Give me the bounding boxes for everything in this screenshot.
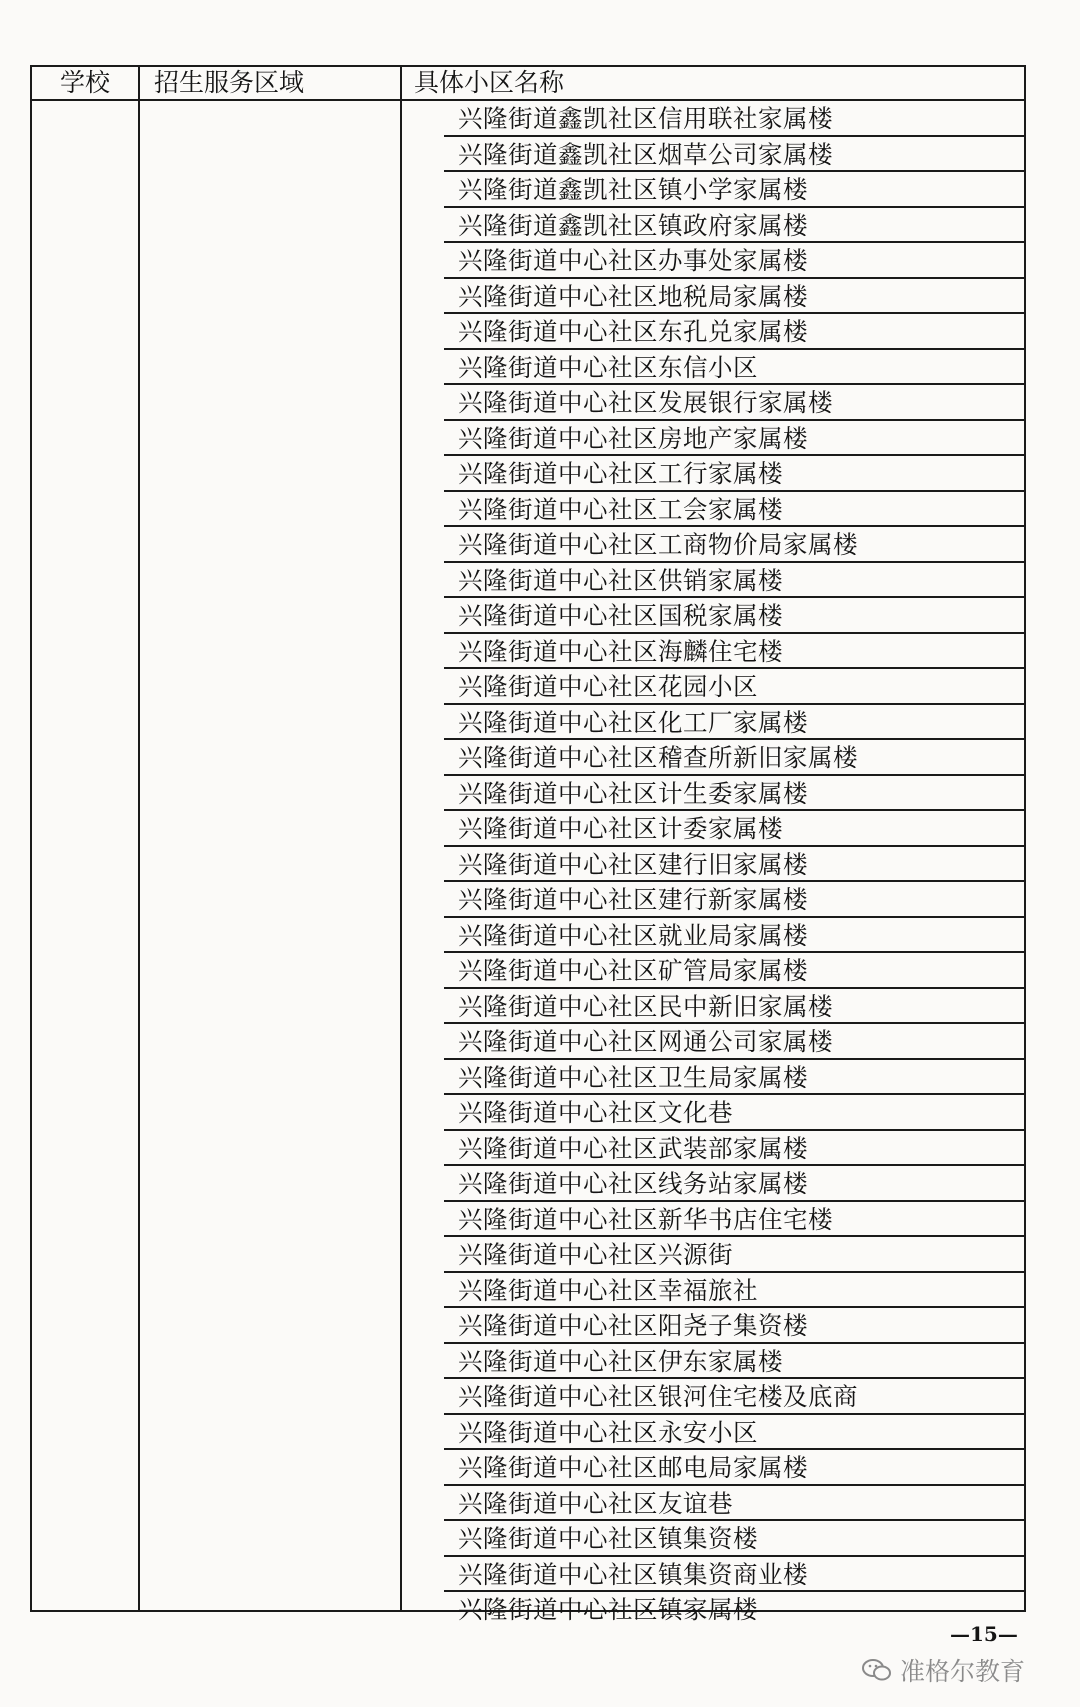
community-row: 兴隆街道中心社区文化巷 xyxy=(444,1095,1024,1131)
community-row: 兴隆街道中心社区办事处家属楼 xyxy=(444,243,1024,279)
table-header xyxy=(32,67,1024,101)
community-row: 兴隆街道中心社区镇集资商业楼 xyxy=(444,1557,1024,1593)
community-row: 兴隆街道中心社区化工厂家属楼 xyxy=(444,705,1024,741)
community-row: 兴隆街道中心社区供销家属楼 xyxy=(444,563,1024,599)
community-row: 兴隆街道中心社区海麟住宅楼 xyxy=(444,634,1024,670)
community-row: 兴隆街道中心社区东孔兑家属楼 xyxy=(444,314,1024,350)
community-row: 兴隆街道中心社区幸福旅社 xyxy=(444,1273,1024,1309)
community-row: 兴隆街道中心社区稽查所新旧家属楼 xyxy=(444,740,1024,776)
community-row: 兴隆街道中心社区就业局家属楼 xyxy=(444,918,1024,954)
watermark-text: 准格尔教育 xyxy=(900,1657,1026,1686)
community-row: 兴隆街道中心社区工行家属楼 xyxy=(444,456,1024,492)
community-row: 兴隆街道中心社区永安小区 xyxy=(444,1415,1024,1451)
community-row: 兴隆街道中心社区工商物价局家属楼 xyxy=(444,527,1024,563)
community-row: 兴隆街道中心社区兴源街 xyxy=(444,1237,1024,1273)
community-row: 兴隆街道中心社区东信小区 xyxy=(444,350,1024,386)
community-row: 兴隆街道中心社区计委家属楼 xyxy=(444,811,1024,847)
community-list xyxy=(444,101,1024,1624)
community-table xyxy=(30,65,1026,1624)
community-row: 兴隆街道鑫凯社区烟草公司家属楼 xyxy=(444,137,1024,173)
community-row: 兴隆街道中心社区花园小区 xyxy=(444,669,1024,705)
column-divider-1 xyxy=(138,67,140,1610)
community-row: 兴隆街道中心社区镇集资楼 xyxy=(444,1521,1024,1557)
community-row: 兴隆街道中心社区阳尧子集资楼 xyxy=(444,1308,1024,1344)
community-row: 兴隆街道中心社区工会家属楼 xyxy=(444,492,1024,528)
wechat-icon xyxy=(862,1658,892,1682)
community-row: 兴隆街道中心社区银河住宅楼及底商 xyxy=(444,1379,1024,1415)
header-community: 具体小区名称 xyxy=(414,68,565,97)
header-area: 招生服务区域 xyxy=(154,68,305,97)
community-row: 兴隆街道中心社区民中新旧家属楼 xyxy=(444,989,1024,1025)
watermark xyxy=(862,1652,1025,1688)
community-row: 兴隆街道中心社区矿管局家属楼 xyxy=(444,953,1024,989)
community-row: 兴隆街道中心社区线务站家属楼 xyxy=(444,1166,1024,1202)
header-school: 学校 xyxy=(60,68,111,97)
community-row: 兴隆街道中心社区建行旧家属楼 xyxy=(444,847,1024,883)
community-row: 兴隆街道中心社区地税局家属楼 xyxy=(444,279,1024,315)
community-row: 兴隆街道中心社区新华书店住宅楼 xyxy=(444,1202,1024,1238)
community-row: 兴隆街道中心社区建行新家属楼 xyxy=(444,882,1024,918)
community-row: 兴隆街道中心社区计生委家属楼 xyxy=(444,776,1024,812)
community-row: 兴隆街道中心社区武装部家属楼 xyxy=(444,1131,1024,1167)
community-row: 兴隆街道中心社区国税家属楼 xyxy=(444,598,1024,634)
community-row: 兴隆街道鑫凯社区信用联社家属楼 xyxy=(444,101,1024,137)
community-row: 兴隆街道中心社区邮电局家属楼 xyxy=(444,1450,1024,1486)
column-divider-2 xyxy=(400,67,402,1610)
community-row: 兴隆街道中心社区发展银行家属楼 xyxy=(444,385,1024,421)
page-number: —15— xyxy=(950,1622,1018,1646)
community-row: 兴隆街道中心社区伊东家属楼 xyxy=(444,1344,1024,1380)
community-row: 兴隆街道中心社区镇家属楼 xyxy=(458,1595,758,1624)
community-row: 兴隆街道中心社区友谊巷 xyxy=(444,1486,1024,1522)
community-row: 兴隆街道中心社区卫生局家属楼 xyxy=(444,1060,1024,1096)
community-row: 兴隆街道中心社区网通公司家属楼 xyxy=(444,1024,1024,1060)
community-row: 兴隆街道鑫凯社区镇政府家属楼 xyxy=(444,208,1024,244)
community-row: 兴隆街道鑫凯社区镇小学家属楼 xyxy=(444,172,1024,208)
community-row: 兴隆街道中心社区房地产家属楼 xyxy=(444,421,1024,457)
